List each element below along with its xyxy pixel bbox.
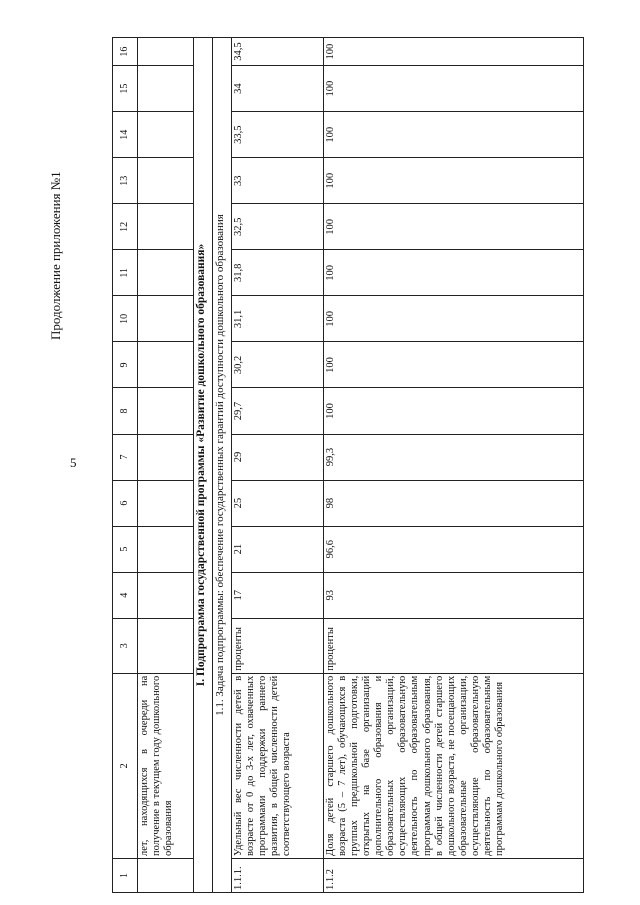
document-table-rotated: [112, 37, 584, 893]
top-row-text: лет, находящихся в очереди на получение в текущем году дошкольного образования: [138, 673, 194, 858]
value-cell: 33: [232, 158, 324, 204]
continuation-title: [48, 80, 63, 780]
value-cell: 100: [324, 158, 584, 204]
continuation-title-text: Продолжение приложения №1: [48, 171, 63, 340]
value-cell: 31,8: [232, 250, 324, 296]
value-cell: 34: [232, 66, 324, 112]
header-cell: 9: [113, 342, 138, 388]
value-cell: 25: [232, 480, 324, 526]
section-row: [194, 38, 213, 893]
value-cell: 33,5: [232, 112, 324, 158]
value-cell: 100: [324, 112, 584, 158]
value-cell: 29: [232, 434, 324, 480]
task-row: [213, 38, 232, 893]
row-number: 1.1.1.: [232, 858, 324, 892]
value-cell: 99,3: [324, 434, 584, 480]
header-cell: 10: [113, 296, 138, 342]
value-cell: 100: [324, 250, 584, 296]
value-cell: 96,6: [324, 526, 584, 572]
header-cell: 8: [113, 388, 138, 434]
row-number: 1.1.2: [324, 858, 584, 892]
table-row: [138, 38, 194, 893]
value-cell: 29,7: [232, 388, 324, 434]
value-cell: 30,2: [232, 342, 324, 388]
task-title: 1.1. Задача подпрограммы: обеспечение государственных гарантий доступности дошкольного образования: [213, 38, 232, 893]
value-cell: 100: [324, 342, 584, 388]
header-cell: 6: [113, 480, 138, 526]
header-cell: 15: [113, 66, 138, 112]
value-cell: 93: [324, 572, 584, 618]
header-cell: 14: [113, 112, 138, 158]
table-row: [232, 38, 324, 893]
header-cell: 16: [113, 38, 138, 66]
value-cell: 100: [324, 66, 584, 112]
header-cell: 13: [113, 158, 138, 204]
table-row: [324, 38, 584, 893]
header-cell: 3: [113, 618, 138, 673]
header-cell: 11: [113, 250, 138, 296]
header-cell: 1: [113, 858, 138, 892]
row-text: Доля детей старшего дошкольного возраста (5 – 7 лет), обучающихся в группах предшкольной подготовки, открытых на базе организаций дополнительного образования и образовательных организаций, осуществляющих образовательную деятельность по образовательным программам дошкольного образования, в общей численности детей старшего дошкольного возраста, не посещающих образовательные организации, осуществляющие образовательную деятельность по образовательным программам дошкольного образования: [324, 673, 584, 858]
value-cell: 17: [232, 572, 324, 618]
indicators-table: [112, 37, 584, 893]
value-cell: 34,5: [232, 38, 324, 66]
section-title: I. Подпрограмма государственной программы «Развитие дошкольного образования»: [194, 38, 213, 893]
page-number: 5: [70, 455, 77, 470]
value-cell: 21: [232, 526, 324, 572]
value-cell: 100: [324, 38, 584, 66]
header-cell: 12: [113, 204, 138, 250]
value-cell: 32,5: [232, 204, 324, 250]
header-cell: 5: [113, 526, 138, 572]
row-unit: проценты: [232, 618, 324, 673]
value-cell: 98: [324, 480, 584, 526]
value-cell: 100: [324, 204, 584, 250]
value-cell: 100: [324, 296, 584, 342]
header-row: [113, 38, 138, 893]
value-cell: 31,1: [232, 296, 324, 342]
header-cell: 4: [113, 572, 138, 618]
row-unit: проценты: [324, 618, 584, 673]
row-text: Удельный вес численности детей в возрасте от 0 до 3-х лет, охваченных программами поддержки раннего развития, в общей численности детей соответствующего возраста: [232, 673, 324, 858]
header-cell: 7: [113, 434, 138, 480]
value-cell: 100: [324, 388, 584, 434]
header-cell: 2: [113, 673, 138, 858]
